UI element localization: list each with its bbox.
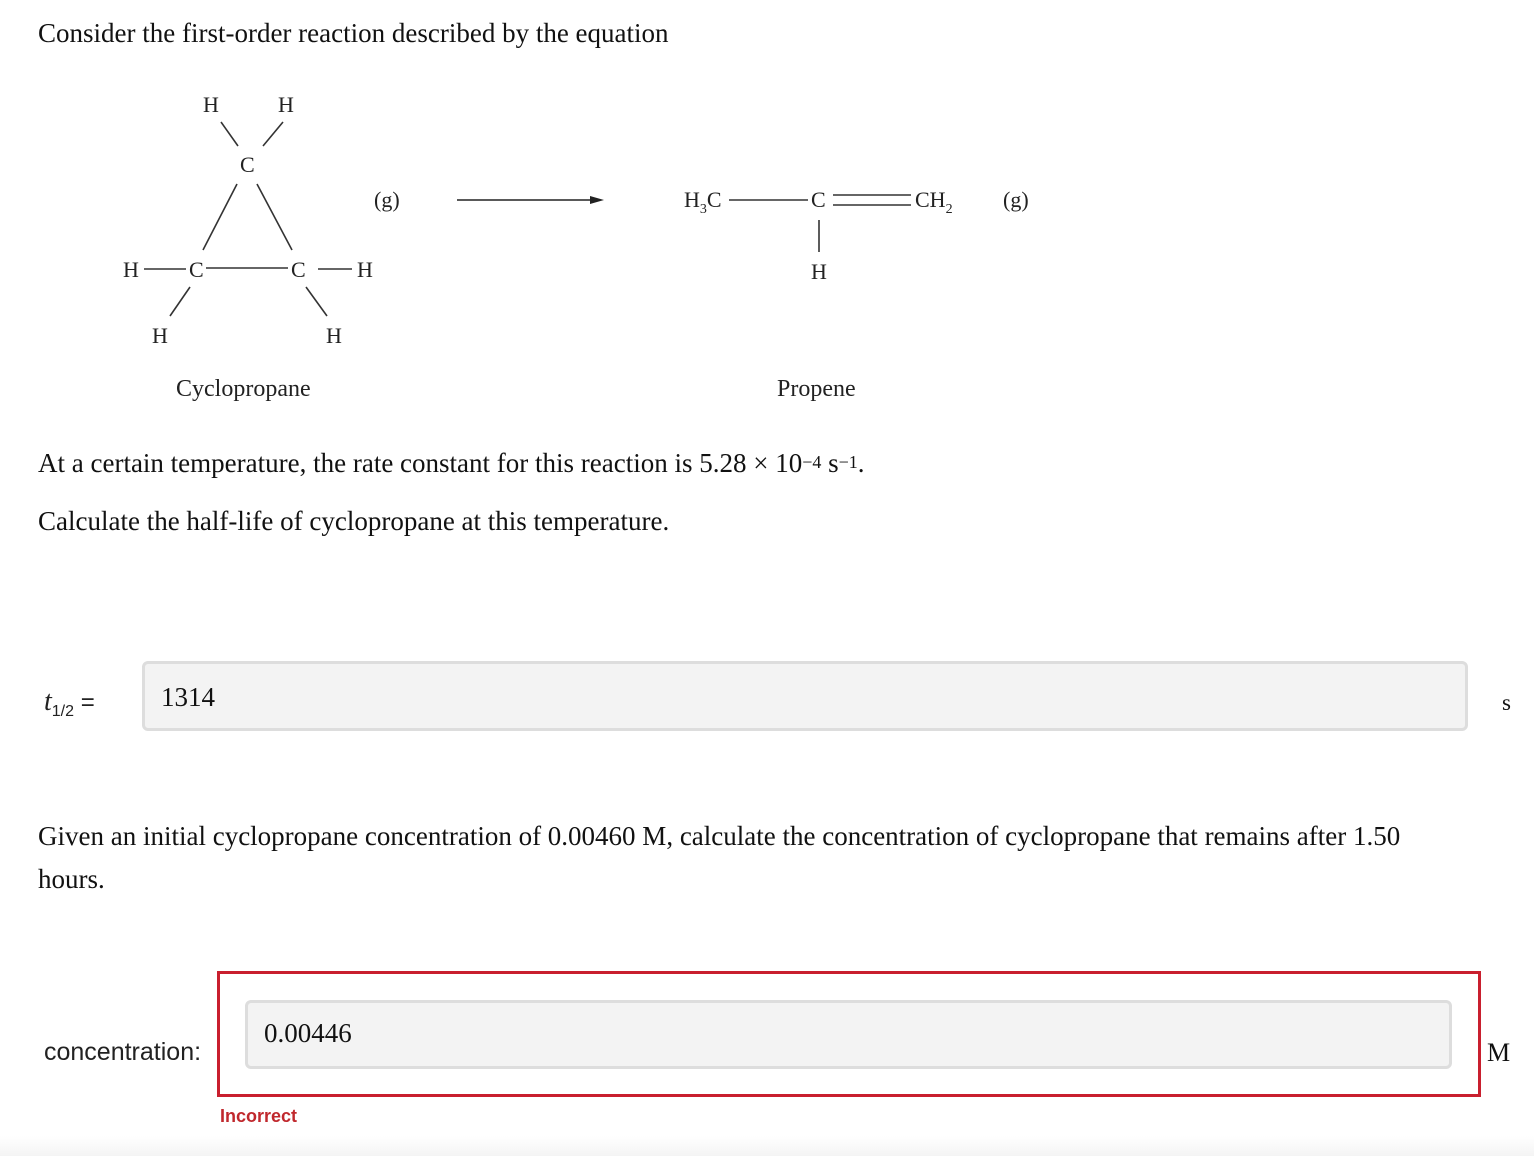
intro-text: Consider the first-order reaction described by the equation [38, 18, 669, 48]
rate-constant-statement [38, 448, 865, 479]
methyl-group: $H_3C$ [684, 187, 722, 217]
rate-unit-exponent: −1 [838, 452, 858, 472]
product-state: (g) [1003, 187, 1029, 212]
half-life-label [44, 686, 95, 721]
reaction-arrow [457, 196, 604, 204]
reactant-name: Cyclopropane [176, 376, 311, 402]
atom-c-right: C [291, 257, 306, 282]
half-life-var: t [44, 686, 52, 717]
rate-exponent: −4 [802, 452, 822, 472]
reaction-diagram [0, 80, 1100, 420]
half-life-input[interactable]: 1314 [142, 661, 1468, 731]
rate-suffix: . [857, 448, 865, 478]
atom-c-left: C [189, 257, 204, 282]
question-concentration: Given an initial cyclopropane concentration of 0.00460 M, calculate the concentration of cyclopropane that remains after 1.50 hours. [38, 821, 1401, 894]
atom-h-central: H [811, 259, 827, 284]
half-life-eq: = [74, 689, 95, 716]
atom-h-left: H [123, 257, 139, 282]
methylene-group: $CH_2$ [915, 187, 953, 217]
reactant-state: (g) [374, 187, 400, 212]
cyclopropane-structure [123, 92, 400, 402]
rate-unit: s [821, 448, 839, 478]
concentration-label: concentration: [44, 1038, 202, 1066]
atom-h-bottom-right: H [326, 323, 342, 348]
feedback-incorrect: Incorrect [220, 1106, 298, 1126]
atom-h-bottom-left: H [152, 323, 168, 348]
atom-h-top-right: H [278, 92, 294, 117]
atom-h-top-left: H [203, 92, 219, 117]
concentration-unit: M [1487, 1038, 1511, 1067]
bottom-shade [0, 1136, 1534, 1156]
half-life-sub: 1/2 [51, 702, 75, 720]
rate-prefix: At a certain temperature, the rate constant for this reaction is 5.28 × 10 [38, 448, 803, 478]
atom-h-right: H [357, 257, 373, 282]
propene-structure [684, 187, 1029, 402]
product-name: Propene [777, 376, 856, 402]
atom-c-central: C [811, 187, 826, 212]
atom-c-top: C [240, 152, 255, 177]
concentration-input[interactable]: 0.00446 [245, 1000, 1452, 1069]
question-half-life: Calculate the half-life of cyclopropane at this temperature. [38, 506, 670, 536]
half-life-unit: s [1502, 690, 1511, 715]
